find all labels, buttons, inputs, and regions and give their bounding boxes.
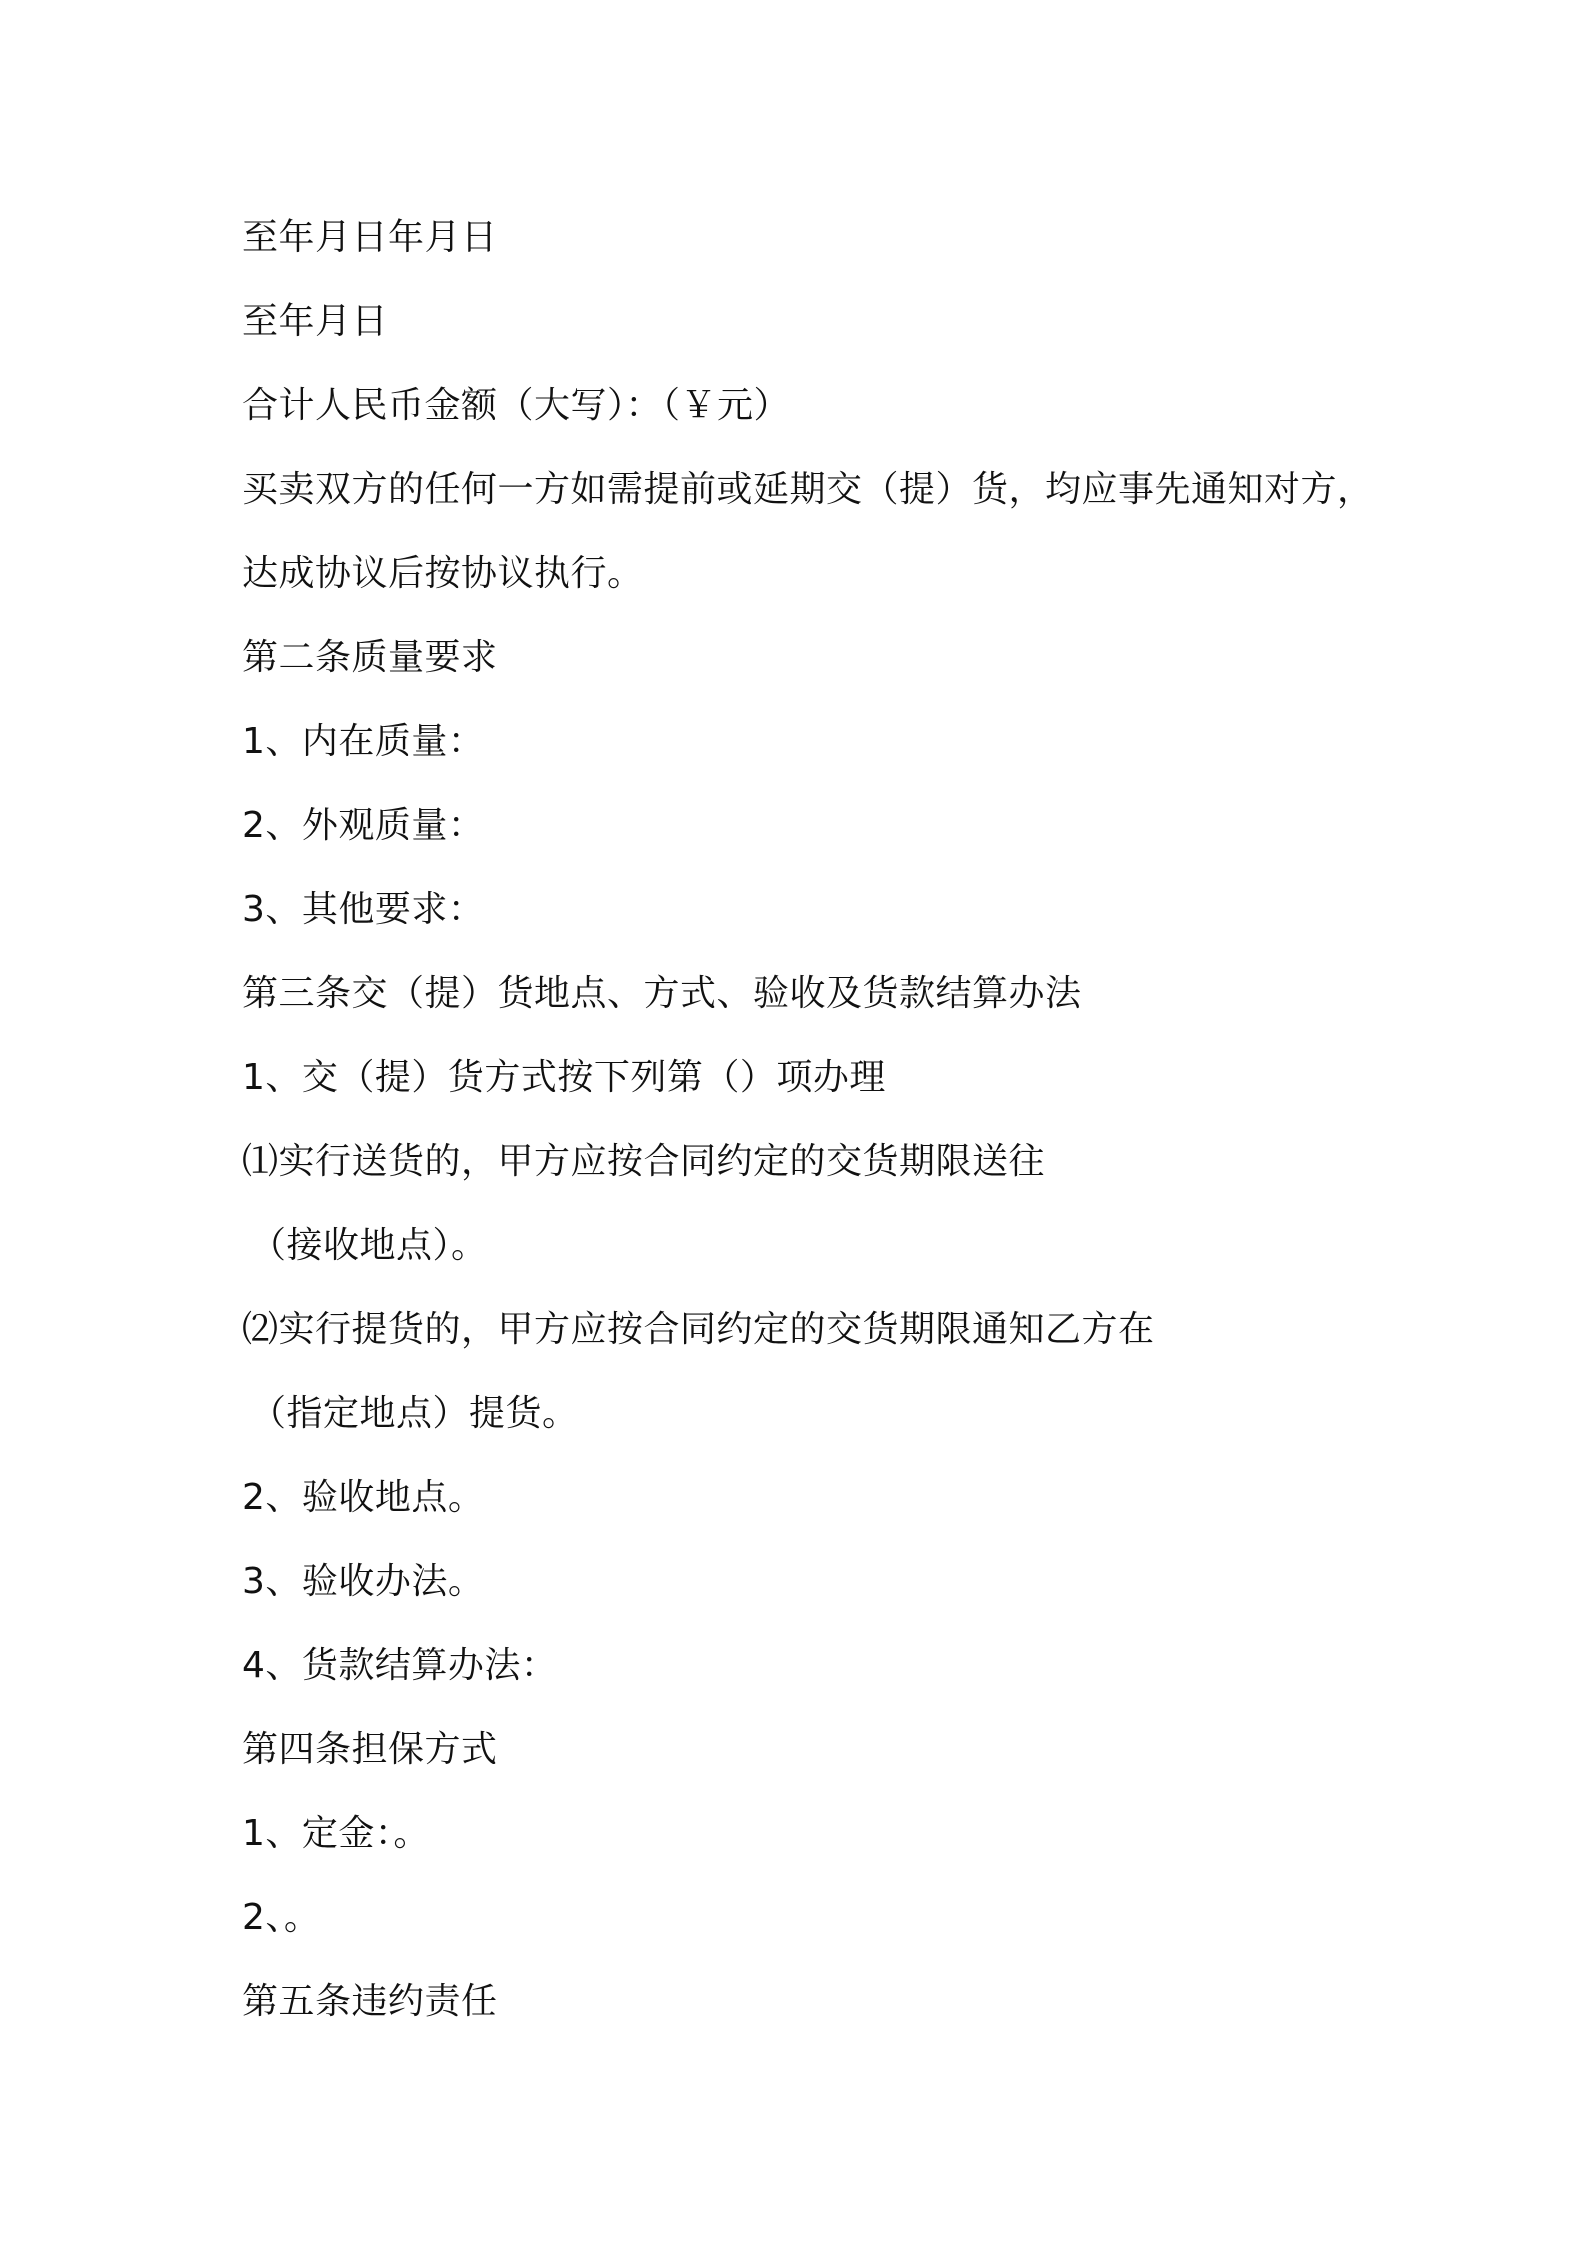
guarantee-item-1: 1、定金：。 bbox=[242, 1813, 430, 1854]
quality-item-2: 2、外观质量： bbox=[242, 805, 485, 846]
article-4-heading: 第四条担保方式 bbox=[242, 1729, 498, 1770]
article-3-heading: 第三条交（提）货地点、方式、验收及货款结算办法 bbox=[242, 973, 1082, 1014]
quality-item-1: 1、内在质量： bbox=[242, 721, 485, 762]
date-end-line: 至年月日 bbox=[242, 301, 389, 342]
quality-item-3: 3、其他要求： bbox=[242, 889, 485, 930]
delivery-subitem-1: ⑴实行送货的，甲方应按合同约定的交货期限送往 bbox=[242, 1141, 1046, 1182]
delivery-item-2: 2、验收地点。 bbox=[242, 1477, 485, 1518]
guarantee-item-2: 2、。 bbox=[242, 1897, 321, 1938]
article-5-heading: 第五条违约责任 bbox=[242, 1981, 498, 2022]
delivery-subitem-2: ⑵实行提货的，甲方应按合同约定的交货期限通知乙方在 bbox=[242, 1309, 1155, 1350]
delivery-notice-paragraph: 买卖双方的任何一方如需提前或延期交（提）货，均应事先通知对方， bbox=[242, 469, 1374, 510]
delivery-subitem-2-location: （指定地点）提货。 bbox=[250, 1393, 579, 1434]
delivery-subitem-1-location: （接收地点）。 bbox=[250, 1225, 488, 1266]
date-range-line: 至年月日年月日 bbox=[242, 217, 498, 258]
delivery-item-4: 4、货款结算办法： bbox=[242, 1645, 558, 1686]
document-body bbox=[242, 196, 1374, 2044]
article-2-heading: 第二条质量要求 bbox=[242, 637, 498, 678]
total-amount-line: 合计人民币金额（大写）：（￥元） bbox=[242, 385, 791, 426]
delivery-item-3: 3、验收办法。 bbox=[242, 1561, 485, 1602]
delivery-notice-paragraph-cont: 达成协议后按协议执行。 bbox=[242, 553, 644, 594]
delivery-item-1: 1、交（提）货方式按下列第（）项办理 bbox=[242, 1057, 886, 1098]
